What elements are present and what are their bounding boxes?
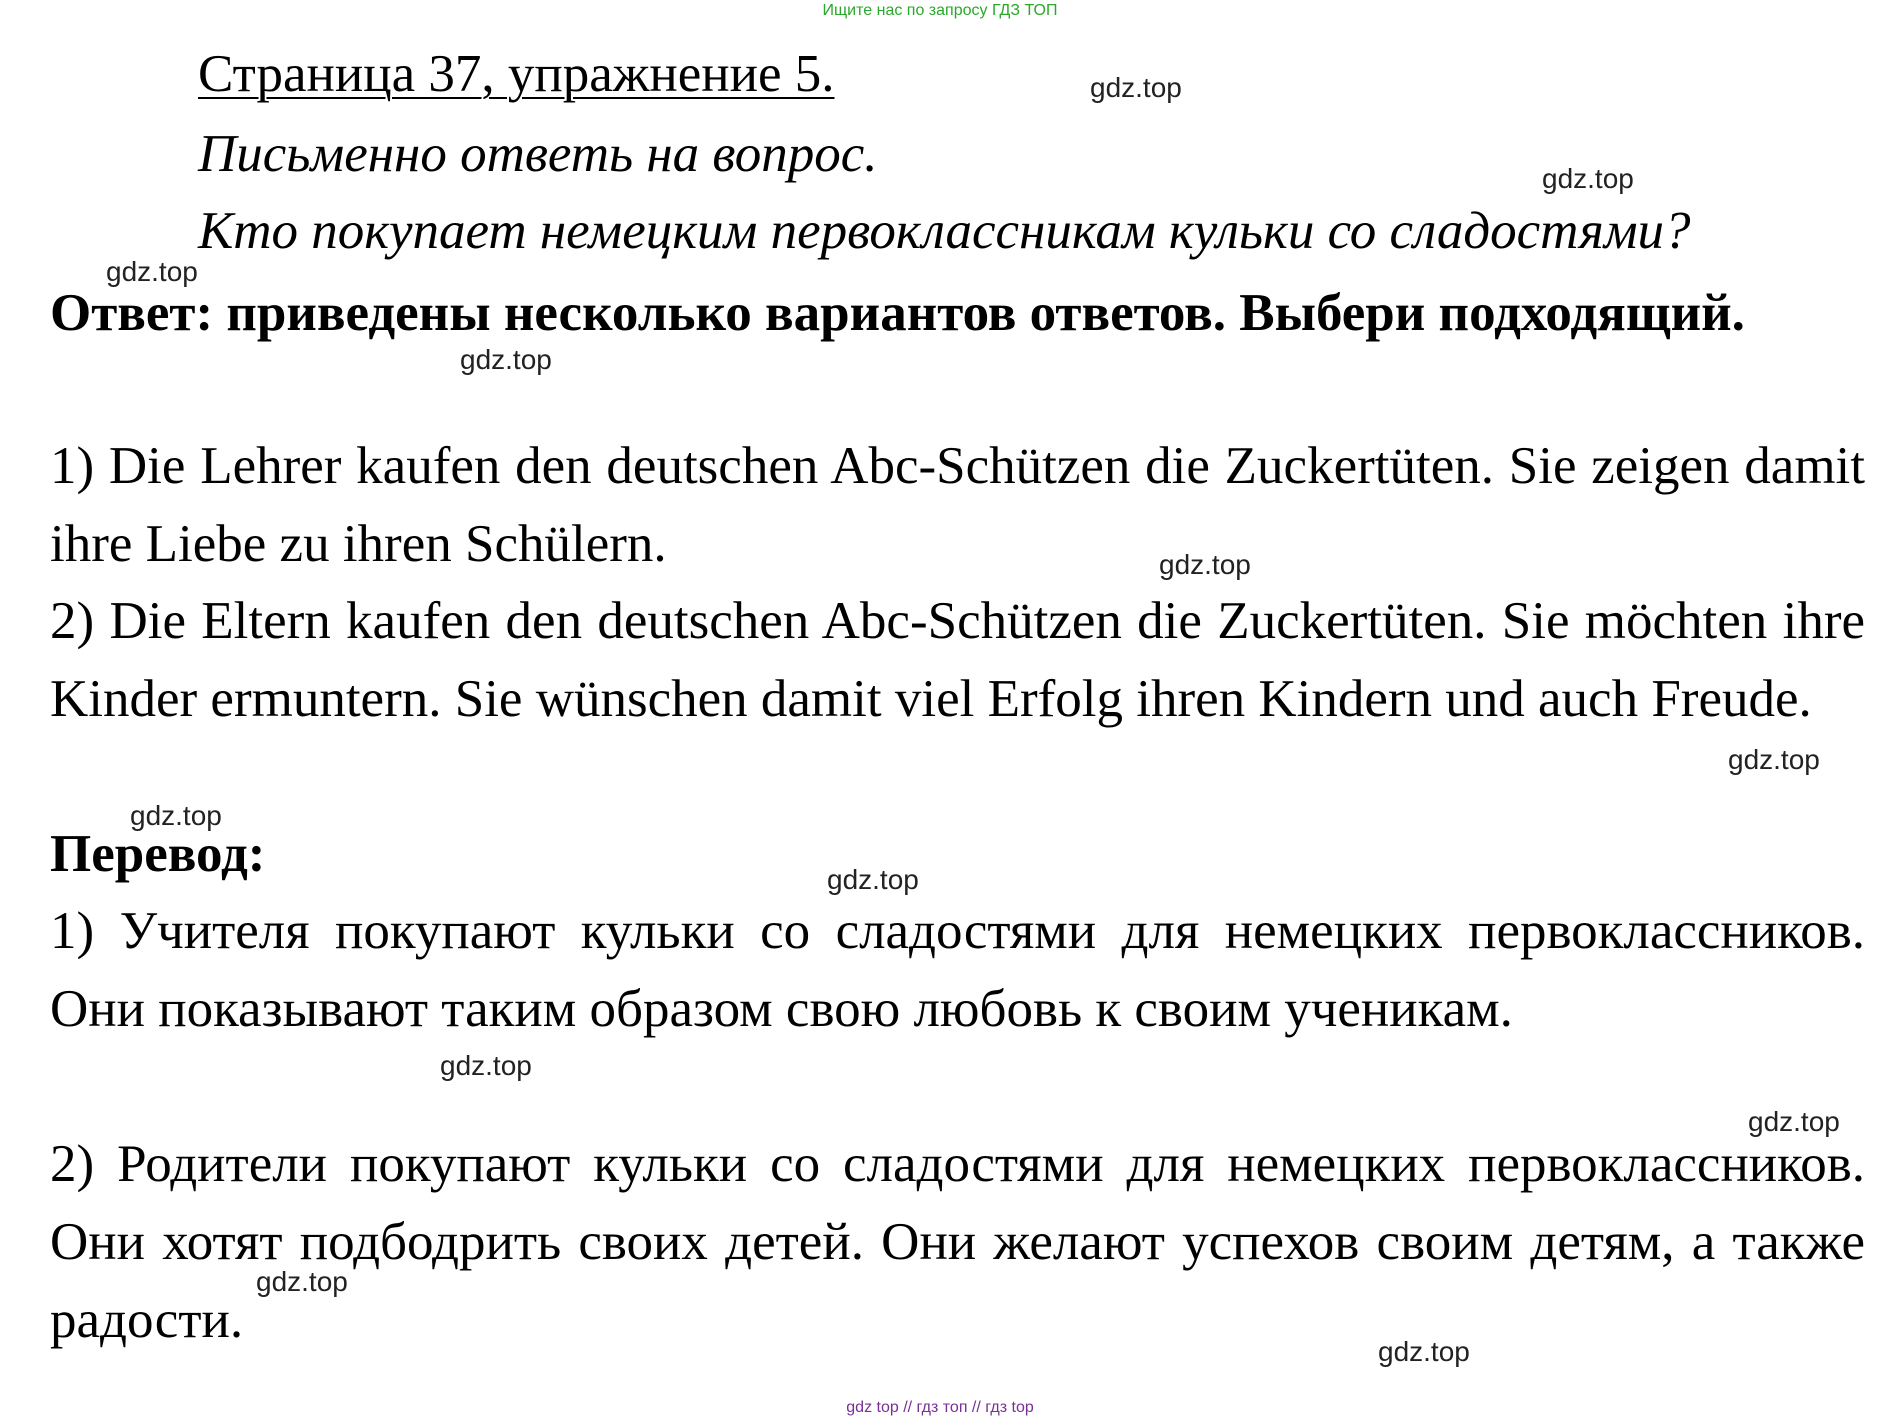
watermark: gdz.top [1159, 549, 1251, 580]
watermark: gdz.top [460, 344, 552, 375]
top-banner: Ищите нас по запросу ГДЗ ТОП [822, 2, 1058, 19]
translation-1: 1) Учителя покупают кульки со сладостями для немецких первоклассников. Они показывают таким образом свою любовь к своим ученикам. [50, 902, 1865, 1038]
answer-option-2: 2) Die Eltern kaufen den deutschen Abc-Schützen die Zuckertüten. Sie möchten ihre Kinder ermuntern. Sie wünschen damit viel Erfolg ihren Kindern und auch Freude. [50, 592, 1865, 728]
watermark: gdz.top [130, 800, 222, 831]
watermark: gdz.top [256, 1266, 348, 1297]
bottom-banner: gdz top // гдз топ // гдз top [846, 1399, 1034, 1416]
translation-2: 2) Родители покупают кульки со сладостями для немецких первоклассников. Они хотят подбодрить своих детей. Они желают успехов своим детям, а также радости. [50, 1135, 1865, 1349]
watermark: gdz.top [827, 864, 919, 895]
watermark: gdz.top [1378, 1336, 1470, 1367]
watermark: gdz.top [1542, 163, 1634, 194]
watermark: gdz.top [440, 1050, 532, 1081]
watermark: gdz.top [1728, 744, 1820, 775]
translation-heading: Перевод: [50, 825, 266, 883]
watermark: gdz.top [1748, 1106, 1840, 1137]
answer-heading: Ответ: приведены несколько вариантов ответов. Выбери подходящий. [50, 284, 1745, 342]
task-question: Кто покупает немецким первоклассникам кульки со сладостями? [198, 202, 1691, 260]
exercise-title: Страница 37, упражнение 5. [198, 45, 835, 103]
answer-option-1: 1) Die Lehrer kaufen den deutschen Abc-Schützen die Zuckertüten. Sie zeigen damit ihre Liebe zu ihren Schülern. [50, 437, 1865, 573]
watermark: gdz.top [106, 256, 198, 287]
watermark: gdz.top [1090, 72, 1182, 103]
task-instruction: Письменно ответь на вопрос. [198, 125, 878, 183]
